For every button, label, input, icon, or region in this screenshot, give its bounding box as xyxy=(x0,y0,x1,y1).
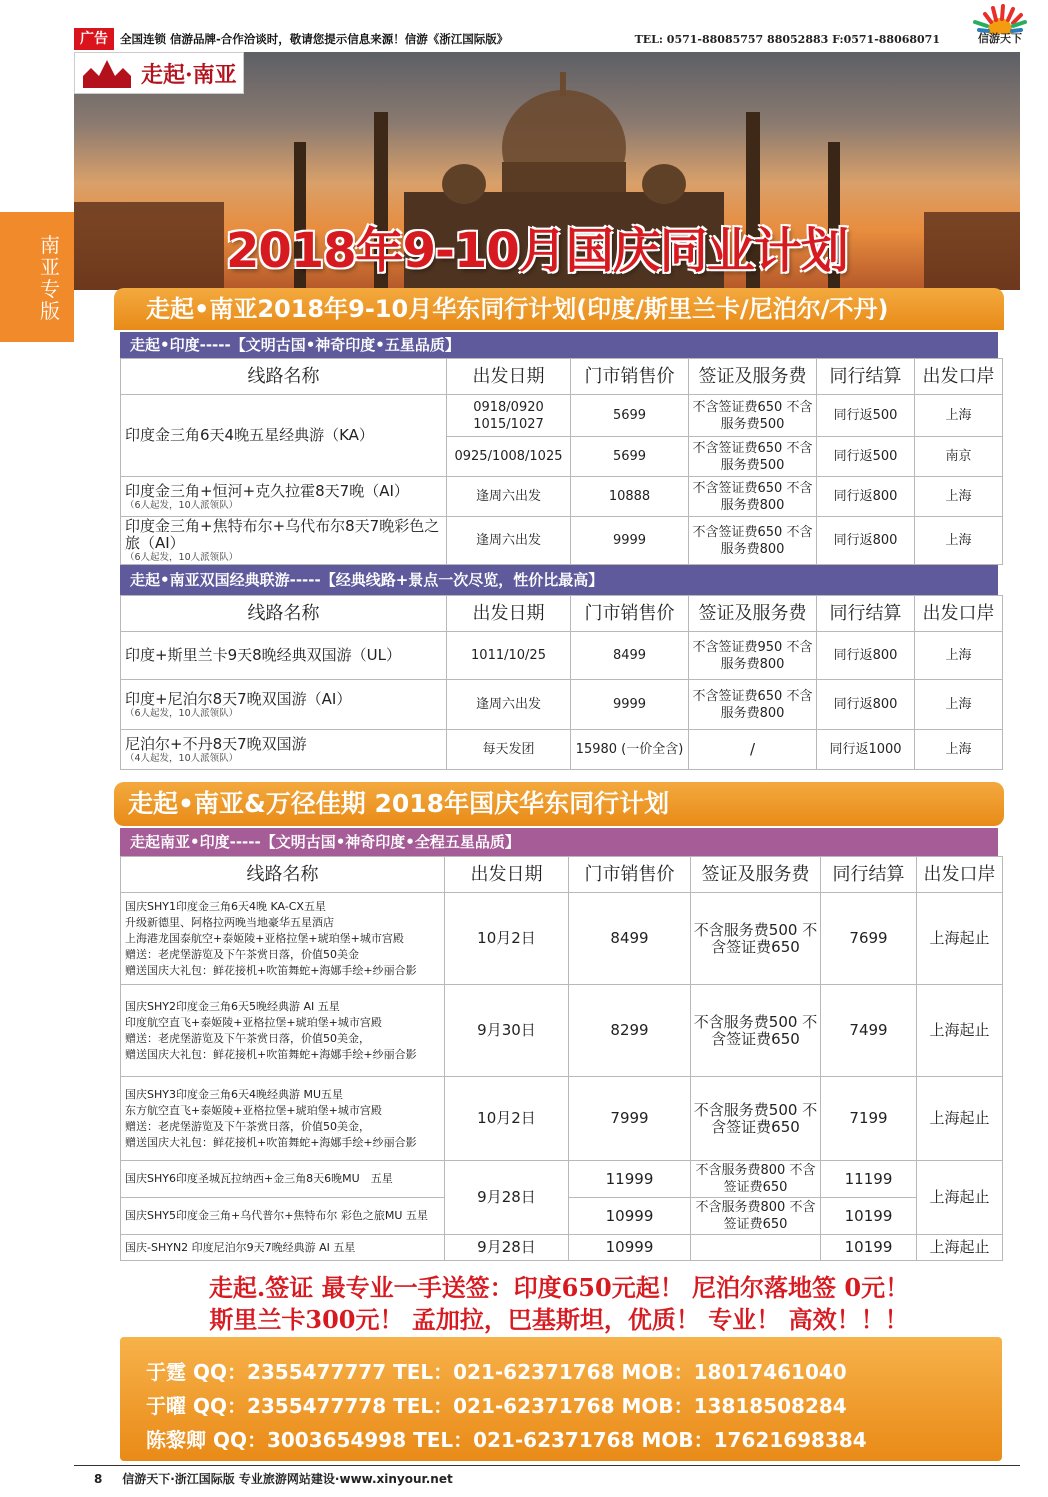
route-note: （4人起发，10人派领队） xyxy=(125,752,239,764)
col-header: 出发口岸 xyxy=(917,857,1003,893)
side-tab-south-asia xyxy=(0,212,74,342)
route-name: 印度+尼泊尔8天7晚双国游（AI） xyxy=(125,689,352,708)
route-fee: 不含服务费800 不含签证费650 xyxy=(691,1198,821,1235)
table-row xyxy=(121,1235,1003,1261)
visa-promo xyxy=(114,1272,1004,1336)
route-fee: 不含签证费950 不含服务费800 xyxy=(689,632,817,680)
page-number: 8 xyxy=(94,1472,103,1486)
route-note: （6人起发，10人派领队） xyxy=(125,552,239,563)
route-detail-line: 上海港龙国泰航空+泰姬陵+亚格拉堡+琥珀堡+城市宫殿 xyxy=(125,931,404,945)
section-1-subheader-india: 走起•印度-----【文明古国•神奇印度•五星品质】 xyxy=(120,332,998,358)
side-tab-char: 亚 xyxy=(40,255,60,279)
route-price: 8499 xyxy=(569,893,691,985)
table-header-row xyxy=(121,857,1003,893)
route-name-cell xyxy=(121,680,447,730)
ad-tag: 广告 xyxy=(74,28,114,50)
col-header: 门市销售价 xyxy=(571,596,689,632)
route-detail-line: 升级新德里、阿格拉两晚当地豪华五星酒店 xyxy=(125,915,334,929)
route-date: 10月2日 xyxy=(445,1077,569,1161)
route-price: 9999 xyxy=(571,680,689,730)
route-name-cell xyxy=(121,730,447,770)
route-price: 9999 xyxy=(571,517,689,565)
route-name: 印度+斯里兰卡9天8晚经典双国游（UL） xyxy=(121,632,447,680)
route-date: 逢周六出发 xyxy=(447,517,571,565)
route-detail-line: 国庆SHY1印度金三角6天4晚 KA-CX五星 xyxy=(125,899,326,913)
contact-line: 于曜 QQ：2355477778 TEL：021-62371768 MOB：13818508284 xyxy=(146,1394,847,1418)
route-date: 逢周六出发 xyxy=(447,680,571,730)
route-price: 8299 xyxy=(569,985,691,1077)
route-date: 10月2日 xyxy=(445,893,569,985)
top-slogan: 全国连锁 信游品牌-合作洽谈时，敬请您提示信息来源！信游《浙江国际版》 xyxy=(120,32,509,46)
route-fee: 不含签证费650 不含服务费500 xyxy=(689,437,817,477)
col-header: 出发口岸 xyxy=(915,359,1003,395)
route-fee: 不含签证费650 不含服务费800 xyxy=(689,477,817,517)
route-settle: 11199 xyxy=(821,1161,917,1198)
table-row xyxy=(121,632,1003,680)
col-header: 签证及服务费 xyxy=(689,596,817,632)
route-detail-line: 国庆SHY5印度金三角+乌代普尔+焦特布尔 彩色之旅MU 五星 xyxy=(125,1209,428,1222)
route-details xyxy=(121,1235,445,1261)
side-tab-char: 版 xyxy=(40,299,60,323)
top-info-bar xyxy=(74,28,974,50)
route-detail-line: 赠送：老虎堡游览及下午茶赏日落，价值50美金， xyxy=(125,1119,370,1133)
col-header: 同行结算 xyxy=(817,359,915,395)
route-name: 印度金三角+恒河+克久拉霍8天7晚（AI） xyxy=(125,481,409,500)
route-name: 印度金三角+焦特布尔+乌代布尔8天7晚彩色之旅（AI） xyxy=(125,517,440,552)
route-port: 上海起止 xyxy=(917,1235,1003,1261)
col-header: 门市销售价 xyxy=(571,359,689,395)
route-detail-line: 赠送国庆大礼包：鲜花接机+吹笛舞蛇+海娜手绘+纱丽合影 xyxy=(125,1047,417,1061)
route-date: 9月28日 xyxy=(445,1235,569,1261)
table-row xyxy=(121,477,1003,517)
route-date: 每天发团 xyxy=(447,730,571,770)
route-price: 5699 xyxy=(571,395,689,437)
route-detail-line: 东方航空直飞+泰姬陵+亚格拉堡+琥珀堡+城市宫殿 xyxy=(125,1103,382,1117)
col-header: 线路名称 xyxy=(121,857,445,893)
section-1-subheader-dual: 走起•南亚双国经典联游-----【经典线路+景点一次尽览，性价比最高】 xyxy=(120,565,998,595)
col-header: 门市销售价 xyxy=(569,857,691,893)
india-routes-table xyxy=(120,358,1003,565)
route-price: 7999 xyxy=(569,1077,691,1161)
brand-badge xyxy=(74,52,244,94)
route-price: 5699 xyxy=(571,437,689,477)
route-fee: 不含服务费500 不含签证费650 xyxy=(691,985,821,1077)
route-port: 上海 xyxy=(915,477,1003,517)
route-settle: 10199 xyxy=(821,1198,917,1235)
route-settle: 7699 xyxy=(821,893,917,985)
route-price: 8499 xyxy=(571,632,689,680)
route-name: 尼泊尔+不丹8天7晚双国游 xyxy=(125,734,307,753)
route-date: 9月28日 xyxy=(445,1161,569,1235)
logo-text: 信游天下 xyxy=(978,32,1022,45)
route-port: 上海 xyxy=(915,632,1003,680)
route-port: 南京 xyxy=(915,437,1003,477)
table-row xyxy=(121,680,1003,730)
route-port: 上海起止 xyxy=(917,1077,1003,1161)
route-detail-line: 国庆-SHYN2 印度尼泊尔9天7晚经典游 AI 五星 xyxy=(125,1240,356,1254)
route-port: 上海起止 xyxy=(917,1161,1003,1235)
route-settle: 同行返800 xyxy=(817,680,915,730)
route-port: 上海 xyxy=(915,680,1003,730)
route-name-cell xyxy=(121,517,447,565)
route-date: 9月30日 xyxy=(445,985,569,1077)
route-name: 印度金三角6天4晚五星经典游（KA） xyxy=(121,395,447,477)
route-settle: 同行返800 xyxy=(817,517,915,565)
route-date: 0925/1008/1025 xyxy=(447,437,571,477)
route-note: （6人起发，10人派领队） xyxy=(125,707,239,719)
col-header: 线路名称 xyxy=(121,596,447,632)
table-row xyxy=(121,985,1003,1077)
route-date: 1011/10/25 xyxy=(447,632,571,680)
route-name-cell xyxy=(121,477,447,517)
col-header: 签证及服务费 xyxy=(689,359,817,395)
table-row xyxy=(121,893,1003,985)
dual-country-routes-table xyxy=(120,595,1003,770)
section-2-header: 走起•南亚&万径佳期 2018年国庆华东同行计划 xyxy=(114,782,1004,826)
table-row xyxy=(121,395,1003,437)
footer-text: 信游天下·浙江国际版 专业旅游网站建设·www.xinyour.net xyxy=(122,1472,453,1486)
route-settle: 同行返500 xyxy=(817,395,915,437)
col-header: 出发日期 xyxy=(447,596,571,632)
hero-title: 2018年9-10月国庆同业计划 xyxy=(226,223,848,279)
route-detail-line: 赠送国庆大礼包：鲜花接机+吹笛舞蛇+海娜手绘+纱丽合影 xyxy=(125,963,417,977)
table-row xyxy=(121,517,1003,565)
side-tab-char: 专 xyxy=(40,277,60,301)
col-header: 线路名称 xyxy=(121,359,447,395)
route-port: 上海 xyxy=(915,730,1003,770)
route-settle: 10199 xyxy=(821,1235,917,1261)
route-detail-line: 赠送：老虎堡游览及下午茶赏日落，价值50美金， xyxy=(125,1031,370,1045)
route-settle: 同行返1000 xyxy=(817,730,915,770)
table-row xyxy=(121,1161,1003,1198)
route-fee: 不含服务费500 不含签证费650 xyxy=(691,893,821,985)
route-details xyxy=(121,893,445,985)
table-header-row xyxy=(121,359,1003,395)
table-row xyxy=(121,1077,1003,1161)
route-fee: 不含服务费500 不含签证费650 xyxy=(691,1077,821,1161)
route-details xyxy=(121,1161,445,1198)
contact-panel xyxy=(120,1337,1002,1461)
route-detail-line: 国庆SHY6印度圣城瓦拉纳西+金三角8天6晚MU 五星 xyxy=(125,1172,393,1185)
col-header: 出发日期 xyxy=(447,359,571,395)
section-1 xyxy=(114,288,1004,770)
section-2 xyxy=(114,782,1004,1261)
section-1-header: 走起•南亚2018年9-10月华东同行计划(印度/斯里兰卡/尼泊尔/不丹) xyxy=(114,288,1004,330)
col-header: 同行结算 xyxy=(817,596,915,632)
table-row xyxy=(121,730,1003,770)
route-detail-line: 赠送国庆大礼包：鲜花接机+吹笛舞蛇+海娜手绘+纱丽合影 xyxy=(125,1135,417,1149)
col-header: 出发口岸 xyxy=(915,596,1003,632)
route-fee: 不含签证费650 不含服务费500 xyxy=(689,395,817,437)
route-note: （6人起发，10人派领队） xyxy=(125,499,239,511)
route-port: 上海起止 xyxy=(917,985,1003,1077)
route-fee xyxy=(691,1235,821,1261)
page-footer xyxy=(74,1465,1020,1487)
route-details xyxy=(121,1198,445,1235)
route-detail-line: 国庆SHY2印度金三角6天5晚经典游 AI 五星 xyxy=(125,999,340,1013)
route-settle: 同行返800 xyxy=(817,477,915,517)
col-header: 同行结算 xyxy=(821,857,917,893)
route-detail-line: 赠送：老虎堡游览及下午茶赏日落，价值50美金 xyxy=(125,947,359,961)
route-fee: 不含服务费800 不含签证费650 xyxy=(691,1161,821,1198)
brand-name: 走起·南亚 xyxy=(141,61,237,88)
side-tab-char: 南 xyxy=(40,233,60,257)
route-price: 10888 xyxy=(571,477,689,517)
table-header-row xyxy=(121,596,1003,632)
route-fee: / xyxy=(689,730,817,770)
contact-line: 陈黎卿 QQ：3003654998 TEL：021-62371768 MOB：17621698384 xyxy=(146,1428,867,1452)
route-detail-line: 印度航空直飞+泰姬陵+亚格拉堡+琥珀堡+城市宫殿 xyxy=(125,1015,382,1029)
route-details xyxy=(121,1077,445,1161)
route-fee: 不含签证费650 不含服务费800 xyxy=(689,680,817,730)
route-price: 11999 xyxy=(569,1161,691,1198)
route-price: 10999 xyxy=(569,1198,691,1235)
route-settle: 同行返500 xyxy=(817,437,915,477)
promo-line-2: 斯里兰卡300元！ 孟加拉，巴基斯坦，优质！ 专业！ 高效！！！ xyxy=(209,1305,909,1334)
route-port: 上海 xyxy=(915,517,1003,565)
col-header: 签证及服务费 xyxy=(691,857,821,893)
route-fee: 不含签证费650 不含服务费800 xyxy=(689,517,817,565)
national-day-routes-table xyxy=(120,856,1003,1261)
sun-logo-icon xyxy=(955,0,1045,34)
route-date: 逢周六出发 xyxy=(447,477,571,517)
top-tel: TEL: 0571-88085757 88052883 F:0571-88068071 xyxy=(634,32,940,46)
route-port: 上海 xyxy=(915,395,1003,437)
palace-logo-icon xyxy=(81,56,133,90)
route-details xyxy=(121,985,445,1077)
col-header: 出发日期 xyxy=(445,857,569,893)
route-settle: 同行返800 xyxy=(817,632,915,680)
route-settle: 7199 xyxy=(821,1077,917,1161)
route-detail-line: 国庆SHY3印度金三角6天4晚经典游 MU五星 xyxy=(125,1087,344,1101)
route-price: 10999 xyxy=(569,1235,691,1261)
section-2-subheader: 走起南亚•印度-----【文明古国•神奇印度•全程五星品质】 xyxy=(120,828,998,856)
route-date: 0918/0920 1015/1027 xyxy=(447,395,571,437)
contact-line: 于霆 QQ：2355477777 TEL：021-62371768 MOB：18017461040 xyxy=(146,1360,847,1384)
promo-line-1: 走起.签证 最专业一手送签：印度650元起！ 尼泊尔落地签 0元！ xyxy=(208,1273,910,1302)
route-price: 15980 (一价全含) xyxy=(571,730,689,770)
xinyou-logo xyxy=(955,0,1045,50)
route-settle: 7499 xyxy=(821,985,917,1077)
route-port: 上海起止 xyxy=(917,893,1003,985)
